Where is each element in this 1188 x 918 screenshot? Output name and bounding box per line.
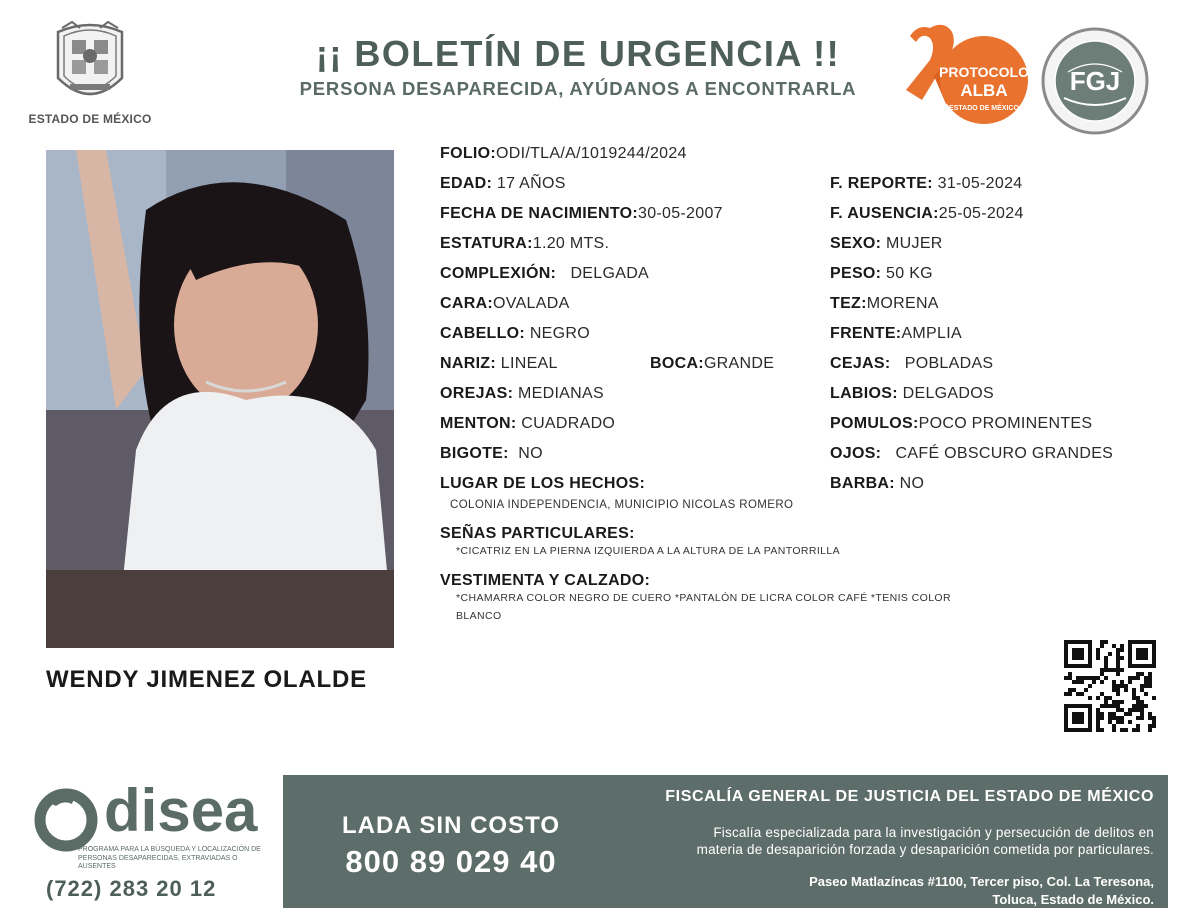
f-reporte-label: F. REPORTE: (830, 175, 933, 192)
barba-label: BARBA: (830, 475, 895, 492)
edad-label: EDAD: (440, 175, 493, 192)
state-label: ESTADO DE MÉXICO (28, 112, 152, 126)
estado-de-mexico-logo (28, 18, 152, 126)
ojos-value: CAFÉ OBSCURO GRANDES (895, 445, 1114, 462)
f-ausencia-value: 25-05-2024 (938, 205, 1024, 222)
field-peso (830, 264, 933, 284)
person-name: WENDY JIMENEZ OLALDE (46, 666, 367, 693)
senas-value: *CICATRIZ EN LA PIERNA IZQUIERDA A LA ALTURA DE LA PANTORRILLA (456, 545, 841, 557)
field-tez (830, 294, 939, 314)
menton-label: MENTON: (440, 415, 517, 432)
field-vestimenta-label (440, 571, 650, 591)
fecha-nacimiento-label: FECHA DE NACIMIENTO: (440, 205, 638, 222)
fiscalia-address (606, 873, 1154, 909)
folio-value: ODI/TLA/A/1019244/2024 (496, 145, 687, 162)
labios-label: LABIOS: (830, 385, 898, 402)
peso-label: PESO: (830, 265, 882, 282)
cabello-label: CABELLO: (440, 325, 526, 342)
edad-value: 17 AÑOS (496, 175, 566, 192)
folio-label: FOLIO: (440, 145, 497, 162)
field-orejas (440, 384, 604, 404)
fiscalia-title: FISCALÍA GENERAL DE JUSTICIA DEL ESTADO DE MÉXICO (665, 788, 1154, 805)
f-ausencia-label: F. AUSENCIA: (830, 205, 939, 222)
fiscalia-description-line2: materia de desaparición forzada y desaparición cometida por particulares. (696, 842, 1154, 857)
field-complexion (440, 264, 649, 284)
boca-label: BOCA: (650, 355, 704, 372)
coat-of-arms-icon (52, 18, 128, 106)
address-line1: Paseo Matlazíncas #1100, Tercer piso, Col. La Teresona, (809, 874, 1154, 889)
nariz-value: LINEAL (500, 355, 558, 372)
protocolo-alba-logo (900, 22, 1030, 134)
tez-value: MORENA (866, 295, 939, 312)
odisea-word: disea (104, 777, 258, 844)
orejas-label: OREJAS: (440, 385, 514, 402)
pomulos-label: POMULOS: (830, 415, 919, 432)
field-f-reporte (830, 174, 1022, 194)
estatura-value: 1.20 MTS. (532, 235, 610, 252)
barba-value: NO (899, 475, 925, 492)
field-bigote (440, 444, 543, 464)
frente-value: AMPLIA (901, 325, 962, 342)
cejas-value: POBLADAS (904, 355, 994, 372)
protocolo-line1: PROTOCOLO (939, 64, 1029, 80)
fgj-label: FGJ (1069, 66, 1121, 96)
lada-label: LADA SIN COSTO (341, 812, 560, 839)
bigote-value: NO (518, 445, 543, 462)
nariz-label: NARIZ: (440, 355, 497, 372)
field-fecha-nacimiento (440, 204, 723, 224)
field-ojos (830, 444, 1113, 464)
address-line2: Toluca, Estado de México. (992, 892, 1154, 907)
f-reporte-value: 31-05-2024 (937, 175, 1023, 192)
vestimenta-value-line2: BLANCO (456, 610, 502, 622)
sexo-label: SEXO: (830, 235, 882, 252)
field-pomulos (830, 414, 1092, 434)
field-edad (440, 174, 566, 194)
senas-label: SEÑAS PARTICULARES: (440, 525, 635, 542)
ojos-label: OJOS: (830, 445, 882, 462)
cara-label: CARA: (440, 295, 494, 312)
lada-number[interactable]: 800 89 029 40 (345, 844, 557, 879)
person-photo (46, 150, 394, 648)
complexion-label: COMPLEXIÓN: (440, 265, 557, 282)
vestimenta-value-line1: *CHAMARRA COLOR NEGRO DE CUERO *PANTALÓN DE LICRA COLOR CAFÉ *TENIS COLOR (456, 592, 951, 604)
odisea-mark-icon (34, 782, 104, 852)
field-frente (830, 324, 962, 344)
field-cejas (830, 354, 993, 374)
field-folio (440, 144, 687, 164)
labios-value: DELGADOS (902, 385, 994, 402)
frente-label: FRENTE: (830, 325, 902, 342)
bigote-label: BIGOTE: (440, 445, 509, 462)
odisea-logo (34, 777, 274, 878)
odisea-phone[interactable]: (722) 283 20 12 (46, 876, 217, 901)
field-f-ausencia (830, 204, 1024, 224)
page-title: ¡¡ BOLETÍN DE URGENCIA !! (315, 33, 841, 74)
boca-value: GRANDE (703, 355, 775, 372)
field-cara (440, 294, 570, 314)
page-subtitle: PERSONA DESAPARECIDA, AYÚDANOS A ENCONTRARLA (299, 78, 857, 99)
menton-value: CUADRADO (521, 415, 616, 432)
field-menton (440, 414, 615, 434)
field-barba (830, 474, 924, 494)
fiscalia-description (606, 824, 1154, 858)
tez-label: TEZ: (830, 295, 867, 312)
lugar-value: COLONIA INDEPENDENCIA, MUNICIPIO NICOLAS ROMERO (450, 499, 794, 511)
odisea-description: PROGRAMA PARA LA BÚSQUEDA Y LOCALIZACIÓN DE PERSONAS DESAPARECIDAS, EXTRAVIADAS O AUSENTES (78, 846, 261, 870)
field-nariz (440, 354, 558, 374)
protocolo-line2: ALBA (960, 81, 1008, 100)
estatura-label: ESTATURA: (440, 235, 533, 252)
orejas-value: MEDIANAS (517, 385, 604, 402)
cara-value: OVALADA (493, 295, 570, 312)
person-photo-image (46, 150, 394, 648)
cejas-label: CEJAS: (830, 355, 891, 372)
field-cabello (440, 324, 590, 344)
fiscalia-description-line1: Fiscalía especializada para la investigación y persecución de delitos en (713, 825, 1154, 840)
complexion-value: DELGADA (570, 265, 650, 282)
field-labios (830, 384, 994, 404)
title-block (258, 34, 898, 100)
vestimenta-label: VESTIMENTA Y CALZADO: (440, 572, 651, 589)
field-estatura (440, 234, 609, 254)
sexo-value: MUJER (886, 235, 943, 252)
pomulos-value: POCO PROMINENTES (918, 415, 1093, 432)
lugar-label: LUGAR DE LOS HECHOS: (440, 475, 646, 492)
fgj-logo (1040, 26, 1150, 136)
peso-value: 50 KG (886, 265, 933, 282)
protocolo-line3: ESTADO DE MÉXICO (949, 105, 1019, 112)
cabello-value: NEGRO (529, 325, 590, 342)
qr-code-icon[interactable] (1064, 640, 1156, 732)
fecha-nacimiento-value: 30-05-2007 (638, 205, 723, 222)
field-senas-label (440, 524, 635, 544)
field-lugar-label (440, 474, 645, 494)
field-boca (650, 354, 774, 374)
field-sexo (830, 234, 943, 254)
